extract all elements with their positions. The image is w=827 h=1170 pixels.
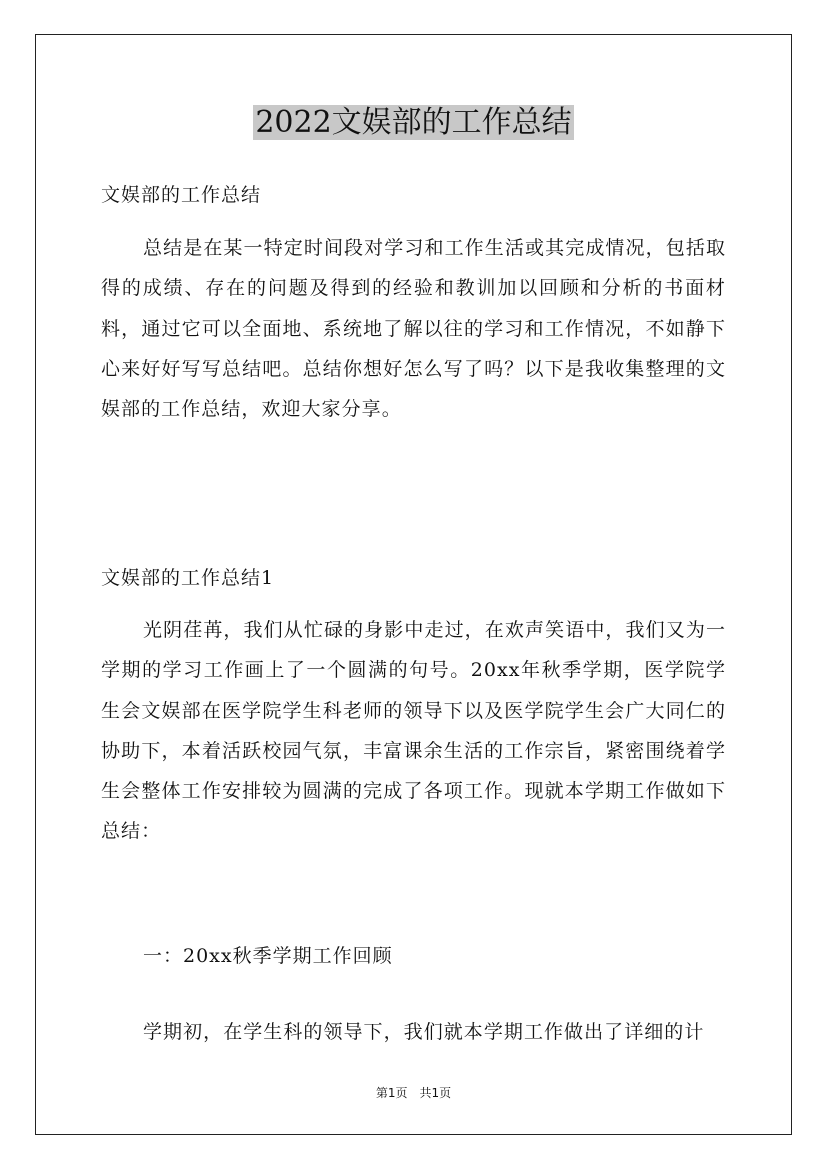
document-title (0, 103, 827, 143)
section-1-paragraph: 光阴荏苒，我们从忙碌的身影中走过，在欢声笑语中，我们又为一学期的学习工作画上了一个圆满的句号。20xx年秋季学期，医学院学生会文娱部在医学院学生科老师的领导下以及医学院学生会广大同仁的协助下，本着活跃校园气氛，丰富课余生活的工作宗旨，紧密围绕着学生会整体工作安排较为圆满的完成了各项工作。现就本学期工作做如下总结： (101, 619, 726, 843)
subtitle: 文娱部的工作总结 (101, 184, 262, 206)
last-paragraph: 学期初，在学生科的领导下，我们就本学期工作做出了详细的计 (143, 1021, 705, 1043)
section-1-heading: 文娱部的工作总结1 (101, 567, 275, 589)
page-footer: 第1页 共1页 (375, 1086, 452, 1100)
subheading: 一：20xx秋季学期工作回顾 (143, 945, 393, 967)
document-title-text: 2022文娱部的工作总结 (255, 105, 572, 140)
intro-paragraph: 总结是在某一特定时间段对学习和工作生活或其完成情况，包括取得的成绩、存在的问题及得到的经验和教训加以回顾和分析的书面材料，通过它可以全面地、系统地了解以往的学习和工作情况，不如静下心来好好写写总结吧。总结你想好怎么写了吗？以下是我收集整理的文娱部的工作总结，欢迎大家分享。 (101, 237, 726, 421)
